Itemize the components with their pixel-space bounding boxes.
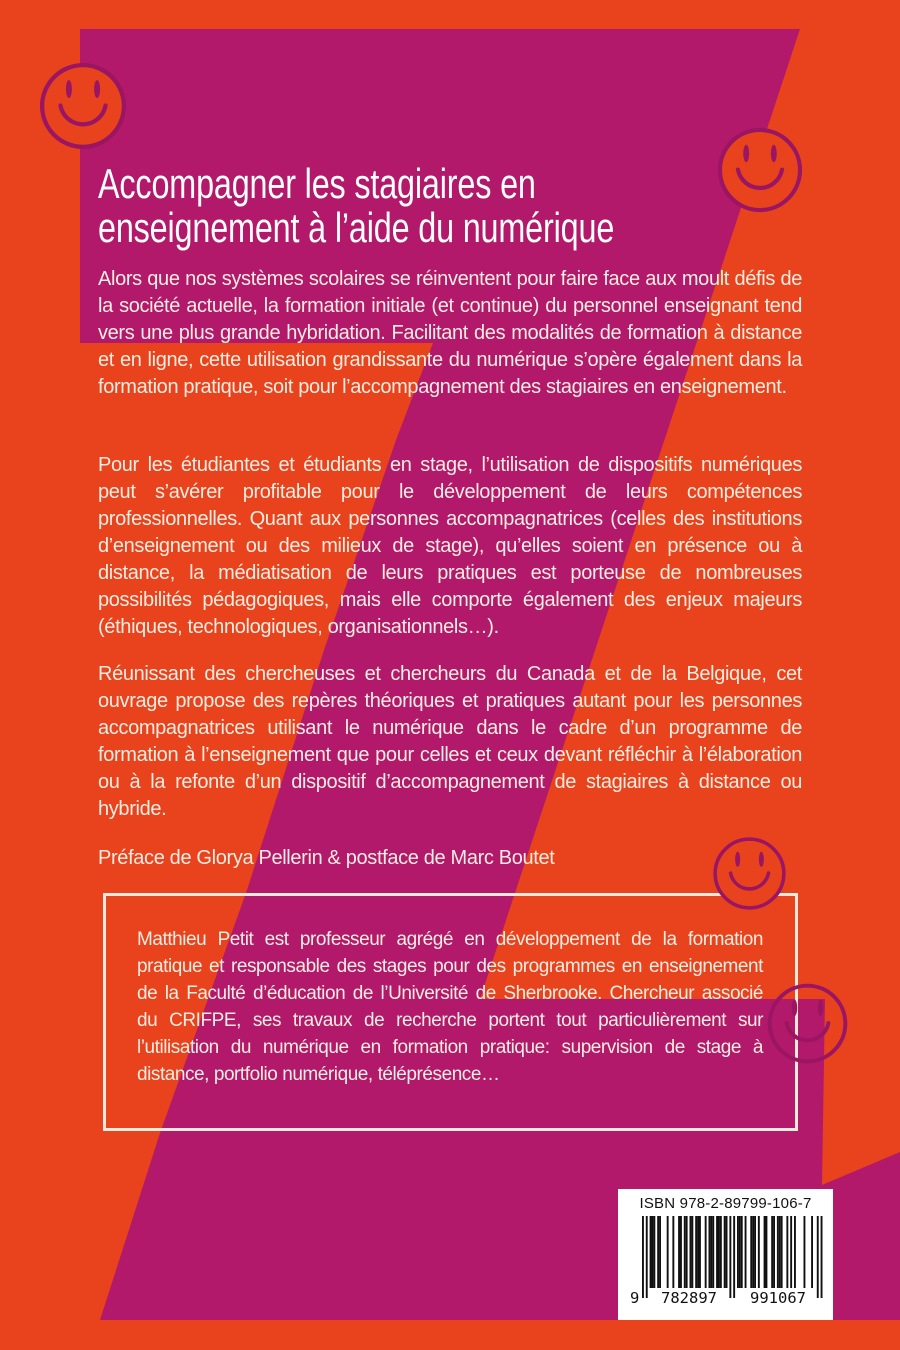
author-bio-text: Matthieu Petit est professeur agrégé en développement de la formation pratique et responsable des stages pour des programmes en enseignement de la Faculté d’éducation de l’Université de Sherbrooke. Chercheur associé du CRIFPE, ses travaux de recherche portent tout particulièrement sur l’utilisation du numérique en formation pratique: supervision de stage à distance, portfolio numérique, téléprésence… [137,929,763,1085]
back-cover-paragraph-3: Réunissant des chercheuses et chercheurs du Canada et de la Belgique, cet ouvrage propose des repères théoriques et pratiques autant pour les personnes accompagnatrices utilisant le numérique dans le cadre d’un programme de formation à l’enseignement que pour celles et ceux devant réfléchir à l’élaboration ou à la refonte d’un dispositif d’accompagnement de stagiaires à distance ou hybride. [98,663,802,820]
barcode [628,1216,823,1308]
barcode-digits-group2: 991067 [750,1289,806,1307]
preface-credit: Préface de Glorya Pellerin & postface de Marc Boutet [98,847,555,869]
isbn-box [618,1189,833,1320]
smiley-icon-bottom-right [764,980,851,1067]
book-title-line1: Accompagner les stagiaires en [98,160,536,207]
smiley-icon-top-left [36,59,130,153]
back-cover-paragraph-1: Alors que nos systèmes scolaires se réinventent pour faire face aux moult défis de la société actuelle, la formation initiale (et continue) du personnel enseignant tend vers une plus grande hybridation. Facilitant des modalités de formation à distance et en ligne, cette utilisation grandissante du numérique s’opère également dans la formation pratique, soit pour l’accompagnement des stagiaires en enseignement. [98,268,802,398]
isbn-label: ISBN 978-2-89799-106-7 [639,1195,812,1212]
book-title-line2: enseignement à l’aide du numérique [98,204,615,251]
smiley-icon-preface-right [710,834,789,913]
smiley-icon-title-right [714,124,806,216]
barcode-digits-group1: 782897 [661,1289,717,1307]
barcode-digit-lead: 9 [630,1289,640,1307]
back-cover-paragraph-2: Pour les étudiantes et étudiants en stage, l’utilisation de dispositifs numériques peut s’avérer profitable pour le développement de leurs compétences professionnelles. Quant aux personnes accompagnatrices (celles des institutions d’enseignement ou des milieux de stage), qu’elles soient en présence ou à distance, la médiatisation de leurs pratiques est porteuse de nombreuses possibilités pédagogiques, mais elle comporte également des enjeux majeurs (éthiques, technologiques, organisationnels…). [98,454,802,638]
book-title [98,162,699,250]
